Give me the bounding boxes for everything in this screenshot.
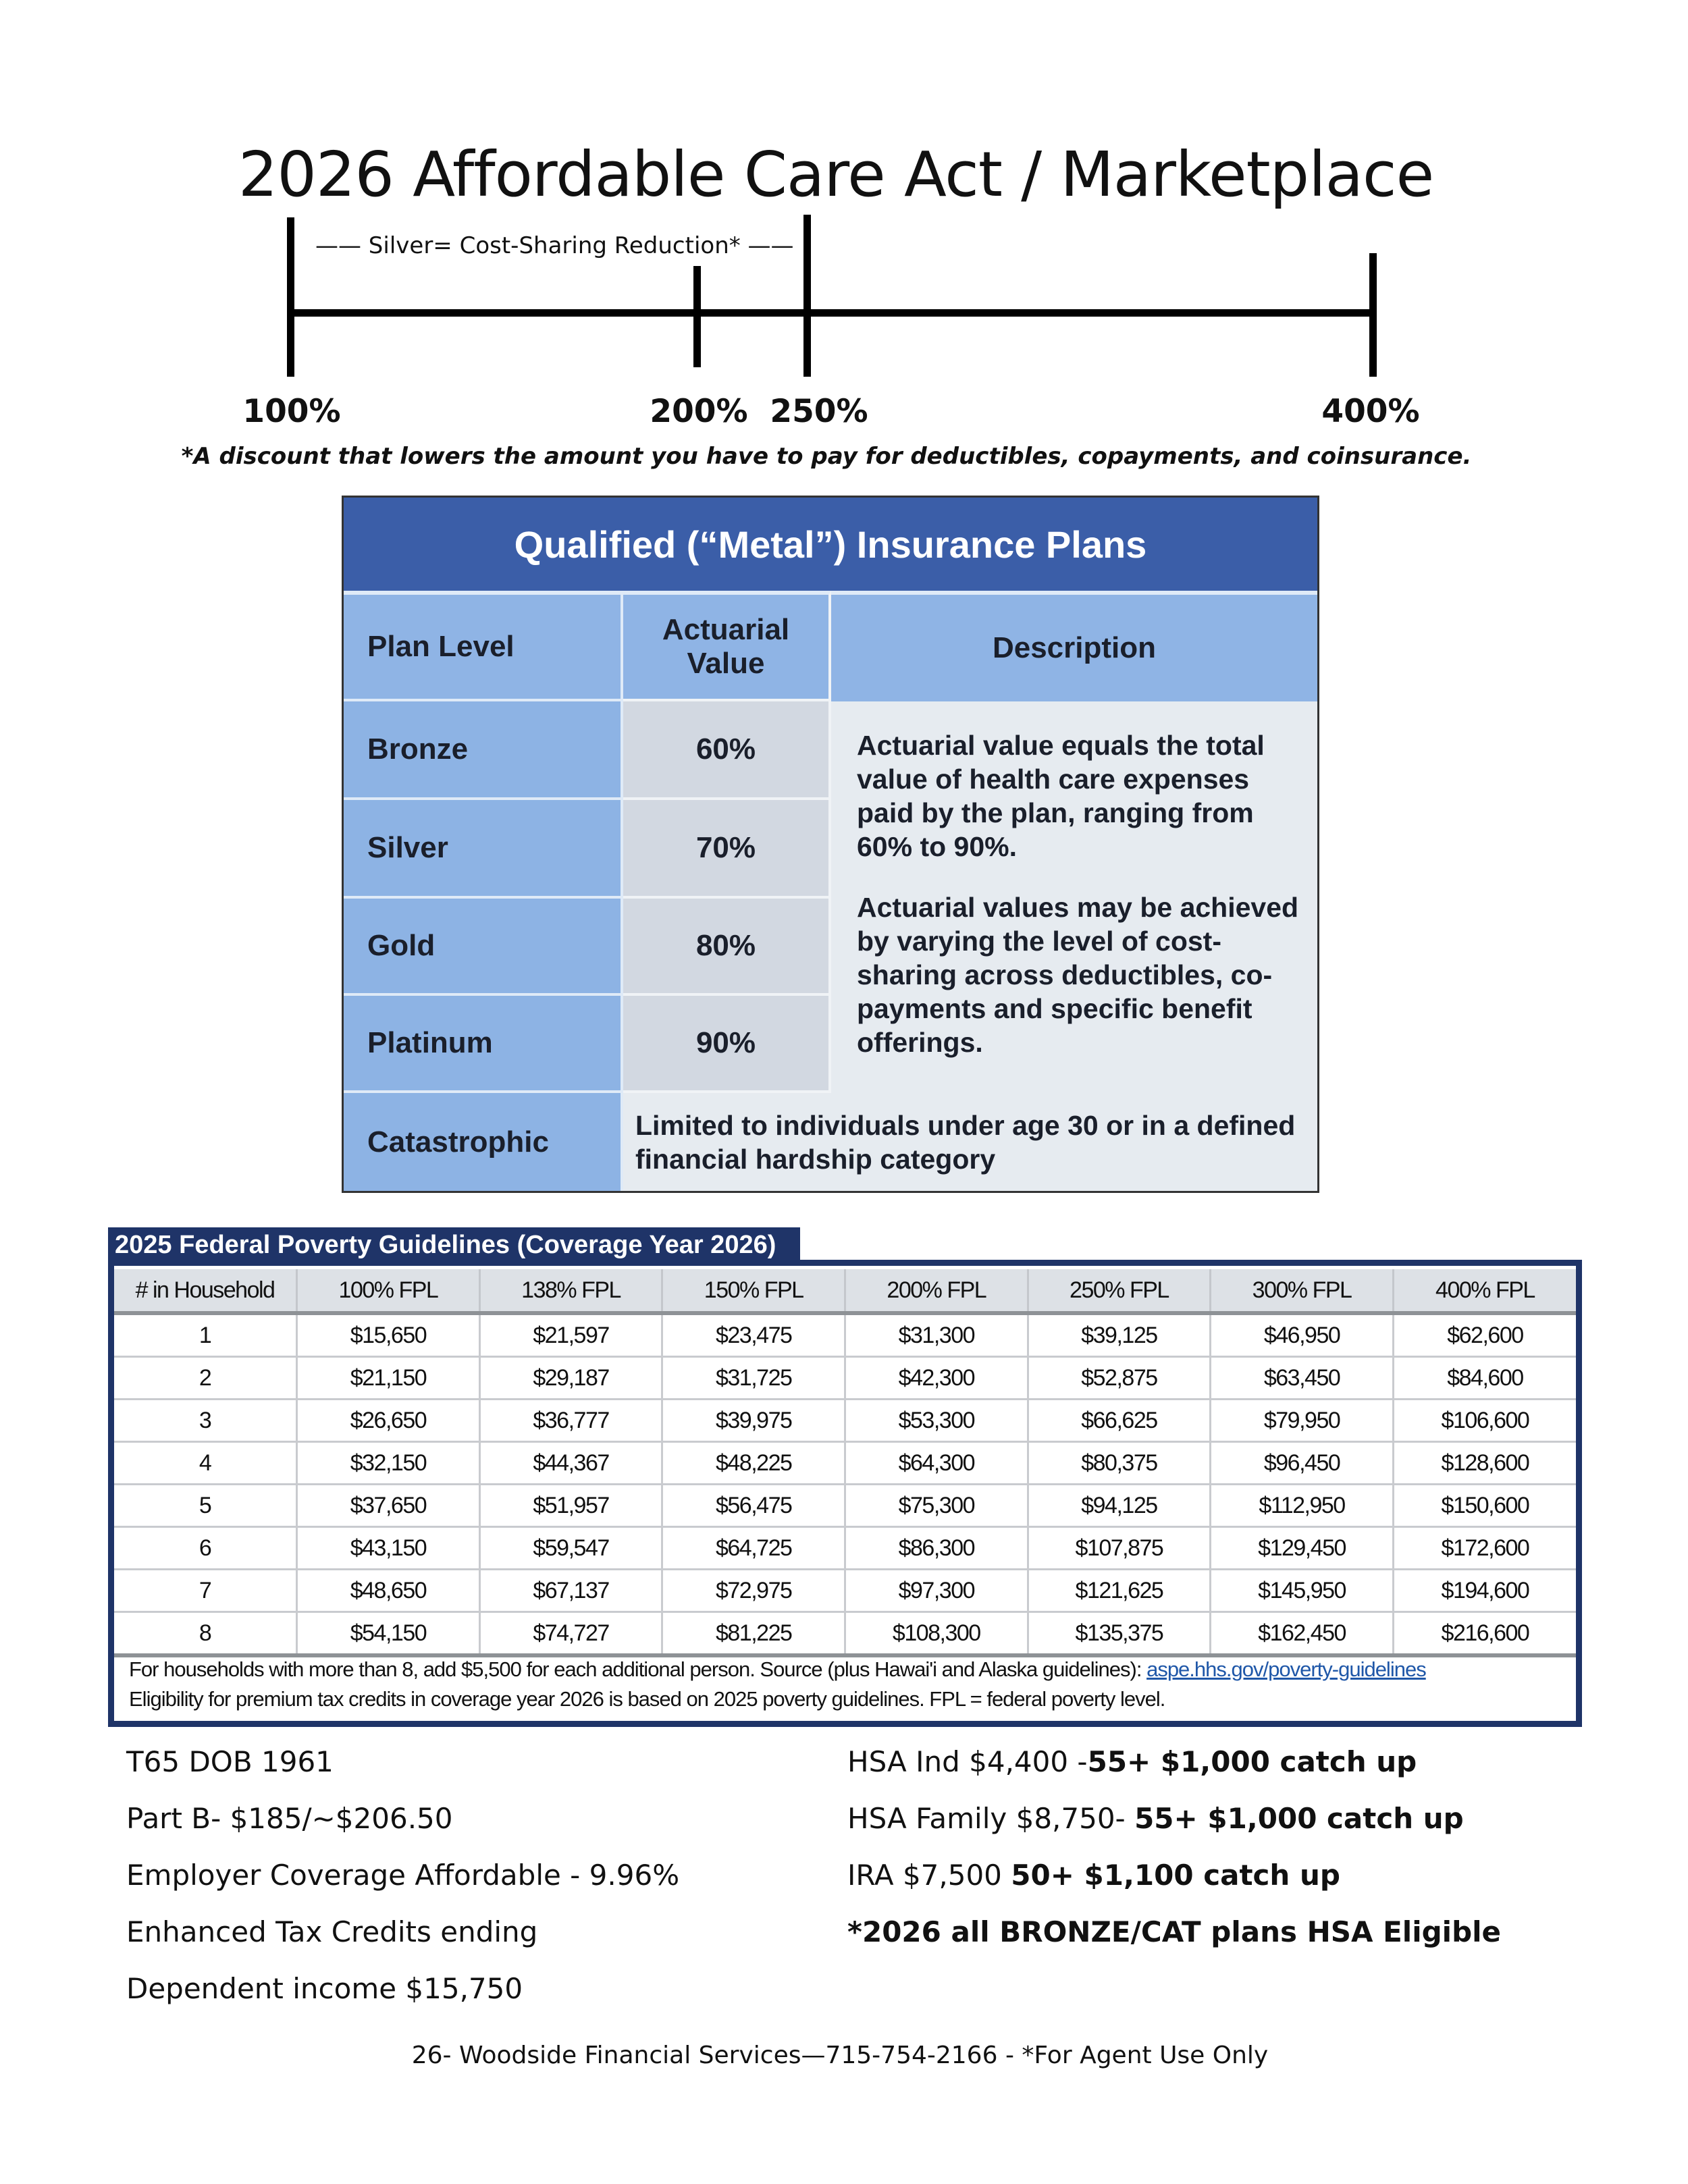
fpl-amount-cell: $56,475 <box>662 1485 845 1527</box>
fpl-amount-cell: $44,367 <box>479 1442 662 1485</box>
note-hsa-family <box>847 1802 1464 1835</box>
household-size-cell: 4 <box>114 1442 297 1485</box>
fpl-column-header: 250% FPL <box>1028 1269 1211 1313</box>
note-tax-credits: Enhanced Tax Credits ending <box>126 1915 538 1948</box>
av-platinum: 90% <box>623 996 831 1093</box>
table-row <box>114 1400 1576 1442</box>
marker-label-250: 250% <box>770 393 868 430</box>
page-title: 2026 Affordable Care Act / Marketplace <box>238 138 1434 211</box>
fpl-amount-cell: $72,975 <box>662 1570 845 1612</box>
table-row <box>114 1485 1576 1527</box>
silver-csr-label: —— Silver= Cost-Sharing Reduction* —— <box>315 232 794 259</box>
av-bronze: 60% <box>623 701 831 800</box>
fpl-amount-cell: $46,950 <box>1211 1313 1394 1357</box>
fpl-amount-cell: $26,650 <box>297 1400 480 1442</box>
poverty-guidelines-link[interactable]: aspe.hhs.gov/poverty-guidelines <box>1146 1657 1426 1681</box>
fpl-amount-cell: $107,875 <box>1028 1527 1211 1570</box>
fpl-amount-cell: $23,475 <box>662 1313 845 1357</box>
fpl-amount-cell: $145,950 <box>1211 1570 1394 1612</box>
household-size-cell: 5 <box>114 1485 297 1527</box>
household-size-cell: 1 <box>114 1313 297 1357</box>
table-row <box>114 1442 1576 1485</box>
fpl-amount-cell: $135,375 <box>1028 1612 1211 1656</box>
fpl-amount-cell: $48,225 <box>662 1442 845 1485</box>
timeline-tick-100 <box>287 217 294 377</box>
fpl-amount-cell: $31,725 <box>662 1357 845 1400</box>
note-text: IRA $7,500 <box>847 1859 1011 1892</box>
note-bronze-hsa <box>847 1915 1501 1948</box>
fpl-amount-cell: $108,300 <box>845 1612 1028 1656</box>
fpl-amount-cell: $112,950 <box>1211 1485 1394 1527</box>
fpl-amount-cell: $194,600 <box>1393 1570 1576 1612</box>
actuarial-description <box>831 701 1317 1093</box>
note-text: HSA Ind $4,400 - <box>847 1745 1088 1778</box>
household-size-cell: 7 <box>114 1570 297 1612</box>
fpl-amount-cell: $150,600 <box>1393 1485 1576 1527</box>
csr-footnote: *A discount that lowers the amount you have to pay for deductibles, copayments, and coinsurance. <box>181 443 1472 470</box>
fpl-amount-cell: $15,650 <box>297 1313 480 1357</box>
marker-label-100: 100% <box>242 393 341 430</box>
header-plan-level: Plan Level <box>344 591 623 701</box>
fpl-amount-cell: $32,150 <box>297 1442 480 1485</box>
note-t65: T65 DOB 1961 <box>126 1745 334 1778</box>
fpl-amount-cell: $80,375 <box>1028 1442 1211 1485</box>
table-row <box>114 1357 1576 1400</box>
marker-label-400: 400% <box>1321 393 1420 430</box>
page-footer: 26- Woodside Financial Services—715-754-2166 - *For Agent Use Only <box>411 2042 1269 2069</box>
timeline-tick-400 <box>1369 253 1377 377</box>
household-size-cell: 3 <box>114 1400 297 1442</box>
catastrophic-description: Limited to individuals under age 30 or in a defined financial hardship category <box>623 1093 1317 1191</box>
fpl-amount-cell: $64,725 <box>662 1527 845 1570</box>
fpl-amount-cell: $79,950 <box>1211 1400 1394 1442</box>
household-size-cell: 8 <box>114 1612 297 1656</box>
fpl-amount-cell: $37,650 <box>297 1485 480 1527</box>
fpl-table <box>108 1260 1582 1727</box>
plan-level-gold: Gold <box>344 899 623 996</box>
fpl-header-row <box>114 1269 1576 1313</box>
household-size-cell: 6 <box>114 1527 297 1570</box>
plan-level-platinum: Platinum <box>344 996 623 1093</box>
fpl-column-header: 150% FPL <box>662 1269 845 1313</box>
fpl-amount-cell: $48,650 <box>297 1570 480 1612</box>
fpl-amount-cell: $67,137 <box>479 1570 662 1612</box>
fpl-amount-cell: $129,450 <box>1211 1527 1394 1570</box>
fpl-amount-cell: $62,600 <box>1393 1313 1576 1357</box>
note-part-b: Part B- $185/~$206.50 <box>126 1802 453 1835</box>
description-paragraph: Actuarial values may be achieved by varying the level of cost-sharing across deductibles, co-payments and specific benefit offerings. <box>857 892 1299 1058</box>
fpl-amount-cell: $42,300 <box>845 1357 1028 1400</box>
fpl-amount-cell: $94,125 <box>1028 1485 1211 1527</box>
fpl-column-header: 138% FPL <box>479 1269 662 1313</box>
note-bold-text: 50+ $1,100 catch up <box>1011 1859 1340 1892</box>
table-row <box>114 1612 1576 1656</box>
fpl-amount-cell: $74,727 <box>479 1612 662 1656</box>
fpl-footnote-text: For households with more than 8, add $5,500 for each additional person. Source (plus Hawai'i and Alaska guidelines): <box>129 1657 1147 1681</box>
table-row <box>114 1570 1576 1612</box>
fpl-table-title: 2025 Federal Poverty Guidelines (Coverage Year 2026) <box>108 1227 800 1262</box>
timeline-tick-250 <box>803 215 811 377</box>
fpl-amount-cell: $106,600 <box>1393 1400 1576 1442</box>
fpl-amount-cell: $97,300 <box>845 1570 1028 1612</box>
av-gold: 80% <box>623 899 831 996</box>
fpl-amount-cell: $172,600 <box>1393 1527 1576 1570</box>
fpl-amount-cell: $52,875 <box>1028 1357 1211 1400</box>
fpl-amount-cell: $21,150 <box>297 1357 480 1400</box>
fpl-amount-cell: $51,957 <box>479 1485 662 1527</box>
fpl-amount-cell: $63,450 <box>1211 1357 1394 1400</box>
fpl-amount-cell: $39,975 <box>662 1400 845 1442</box>
fpl-amount-cell: $31,300 <box>845 1313 1028 1357</box>
fpl-amount-cell: $86,300 <box>845 1527 1028 1570</box>
table-row <box>114 1527 1576 1570</box>
timeline-tick-200 <box>693 266 701 367</box>
fpl-amount-cell: $81,225 <box>662 1612 845 1656</box>
fpl-column-header: 400% FPL <box>1393 1269 1576 1313</box>
header-description: Description <box>831 591 1317 701</box>
fpl-amount-cell: $162,450 <box>1211 1612 1394 1656</box>
fpl-column-header: 200% FPL <box>845 1269 1028 1313</box>
fpl-amount-cell: $36,777 <box>479 1400 662 1442</box>
fpl-amount-cell: $43,150 <box>297 1527 480 1570</box>
plan-level-silver: Silver <box>344 800 623 899</box>
timeline-axis <box>290 309 1376 317</box>
note-text: HSA Family $8,750- <box>847 1802 1135 1835</box>
fpl-footnote-2: Eligibility for premium tax credits in coverage year 2026 is based on 2025 poverty guidelines. FPL = federal poverty level. <box>129 1687 1165 1711</box>
marker-label-200: 200% <box>650 393 748 430</box>
note-bold-text: *2026 all BRONZE/CAT plans HSA Eligible <box>847 1915 1502 1948</box>
fpl-footnote-1 <box>129 1657 1426 1682</box>
fpl-column-header: # in Household <box>114 1269 297 1313</box>
fpl-amount-cell: $75,300 <box>845 1485 1028 1527</box>
description-paragraph: Actuarial value equals the total value of health care expenses paid by the plan, ranging from 60% to 90%. <box>857 730 1265 862</box>
household-size-cell: 2 <box>114 1357 297 1400</box>
fpl-amount-cell: $96,450 <box>1211 1442 1394 1485</box>
note-bold-text: 55+ $1,000 catch up <box>1087 1745 1417 1778</box>
fpl-amount-cell: $21,597 <box>479 1313 662 1357</box>
fpl-amount-cell: $54,150 <box>297 1612 480 1656</box>
metal-plans-table <box>342 496 1319 1193</box>
fpl-amount-cell: $53,300 <box>845 1400 1028 1442</box>
fpl-amount-cell: $84,600 <box>1393 1357 1576 1400</box>
fpl-amount-cell: $59,547 <box>479 1527 662 1570</box>
fpl-amount-cell: $216,600 <box>1393 1612 1576 1656</box>
note-ira <box>847 1859 1340 1892</box>
fpl-amount-cell: $39,125 <box>1028 1313 1211 1357</box>
table-row <box>114 1313 1576 1357</box>
fpl-column-header: 300% FPL <box>1211 1269 1394 1313</box>
fpl-column-header: 100% FPL <box>297 1269 480 1313</box>
note-hsa-ind <box>847 1745 1417 1778</box>
fpl-amount-cell: $66,625 <box>1028 1400 1211 1442</box>
fpl-amount-cell: $121,625 <box>1028 1570 1211 1612</box>
fpl-amount-cell: $128,600 <box>1393 1442 1576 1485</box>
note-employer-coverage: Employer Coverage Affordable - 9.96% <box>126 1859 680 1892</box>
fpl-amount-cell: $29,187 <box>479 1357 662 1400</box>
header-actuarial-value: Actuarial Value <box>623 591 831 701</box>
plan-level-bronze: Bronze <box>344 701 623 800</box>
note-bold-text: 55+ $1,000 catch up <box>1134 1802 1464 1835</box>
metal-table-title: Qualified (“Metal”) Insurance Plans <box>344 498 1317 591</box>
note-dependent-income: Dependent income $15,750 <box>126 1972 523 2005</box>
plan-level-catastrophic: Catastrophic <box>344 1093 623 1191</box>
fpl-amount-cell: $64,300 <box>845 1442 1028 1485</box>
av-silver: 70% <box>623 800 831 899</box>
